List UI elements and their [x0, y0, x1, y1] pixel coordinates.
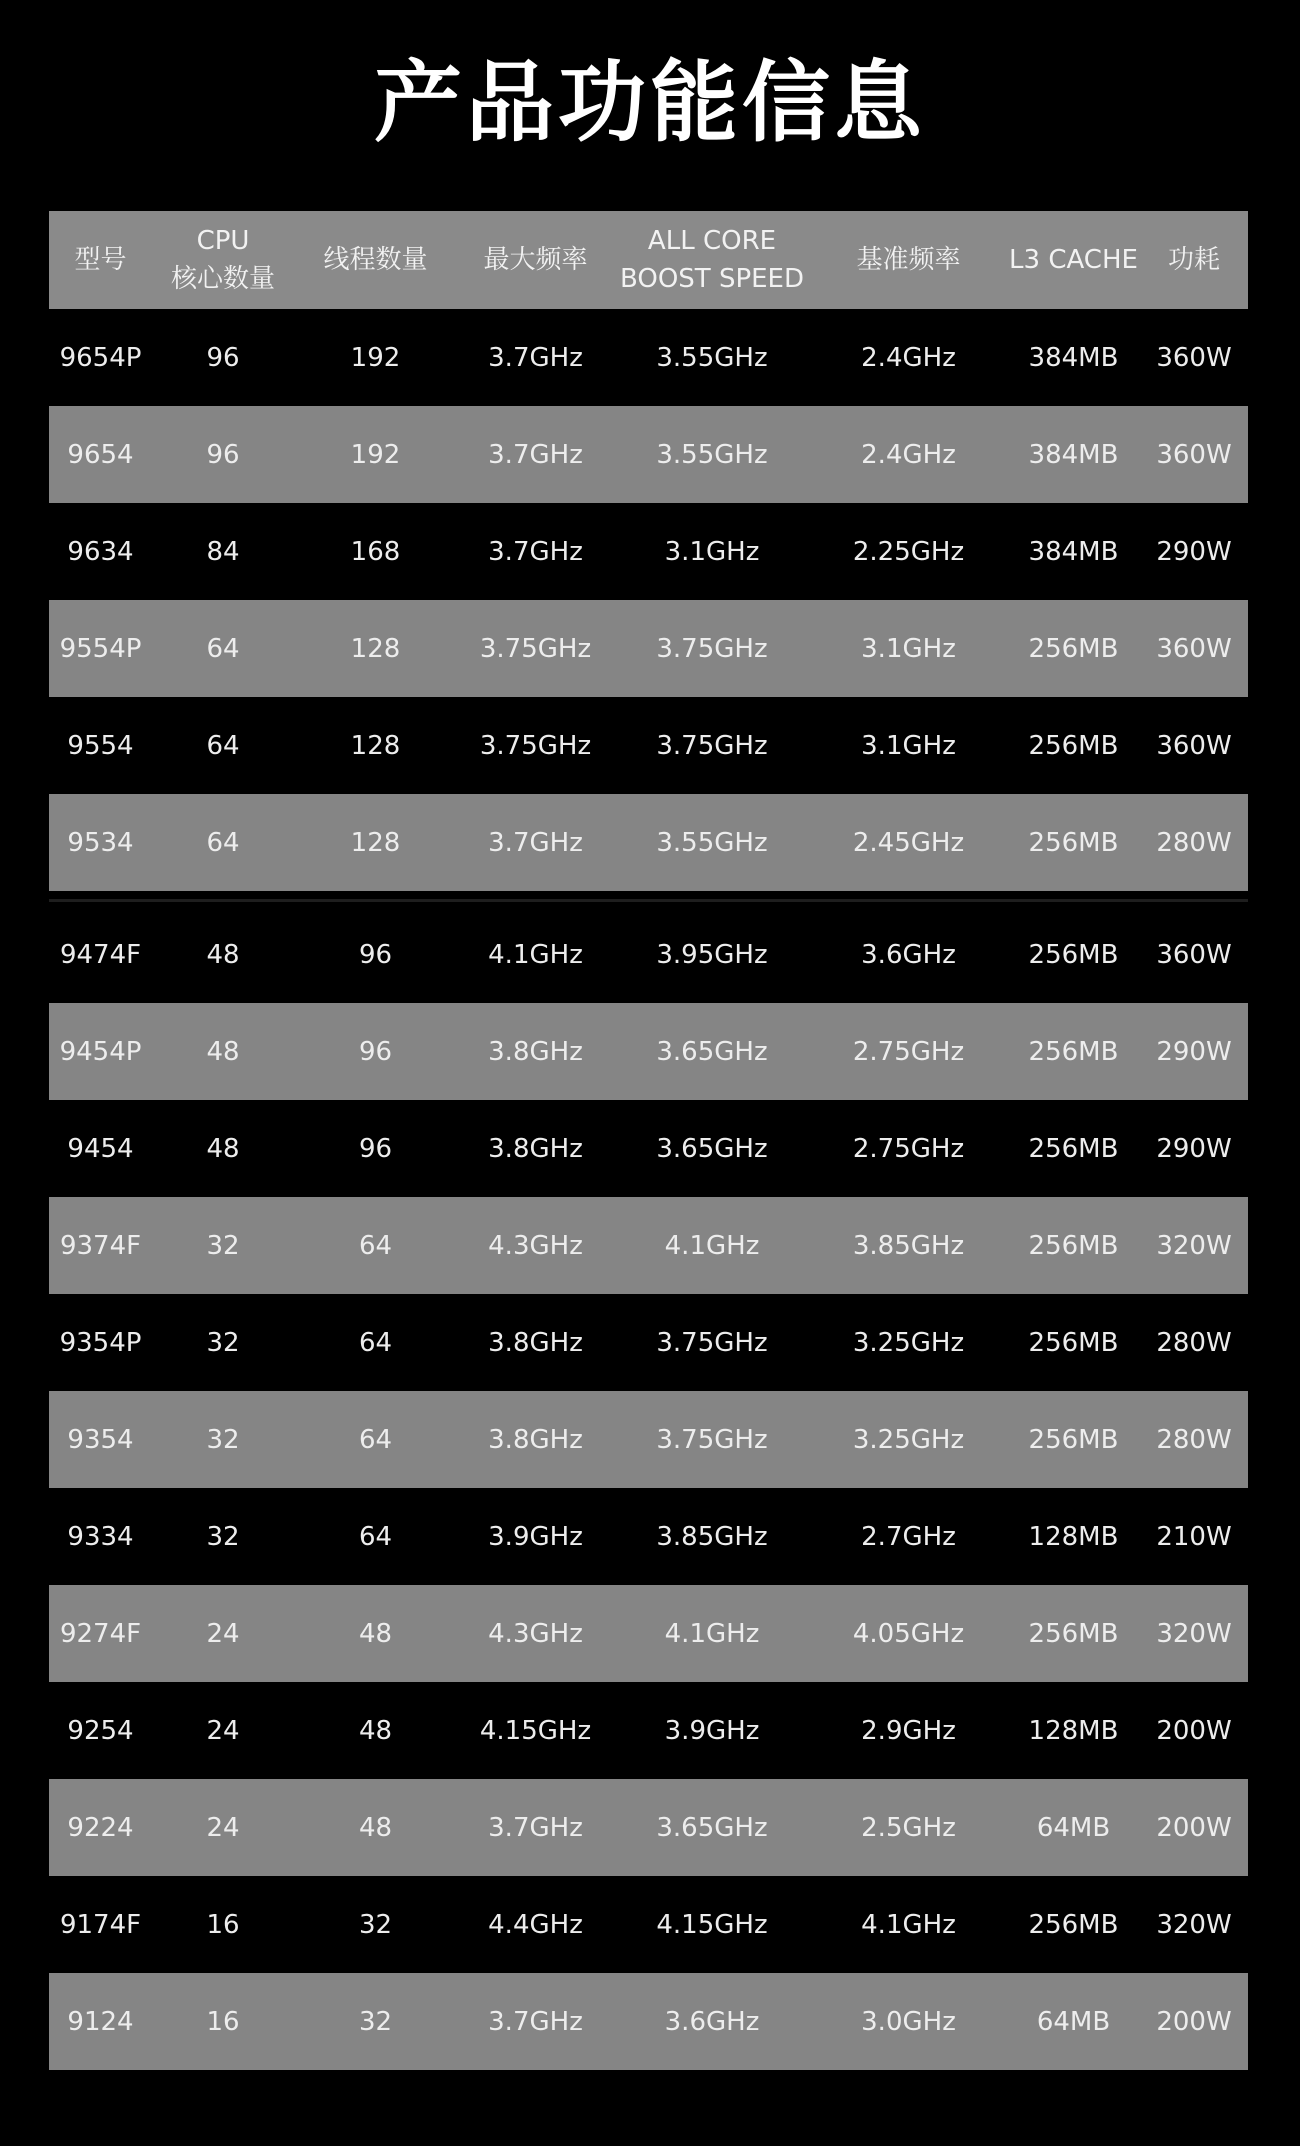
group-divider — [49, 899, 1248, 902]
table-cell-model: 9254 — [67, 1715, 134, 1746]
table-cell-model: 9454P — [59, 1036, 142, 1067]
table-cell-threads: 32 — [358, 2006, 393, 2037]
table-row — [49, 1003, 1248, 1100]
table-cell-max-frequency: 3.7GHz — [488, 2006, 583, 2037]
table-row — [49, 1876, 1248, 1973]
table-cell-cpu-cores: 32 — [206, 1424, 240, 1455]
table-row — [49, 1100, 1248, 1197]
table-cell-base-frequency: 2.45GHz — [852, 827, 965, 858]
table-cell-model: 9334 — [67, 1521, 134, 1552]
table-cell-model: 9374F — [59, 1230, 142, 1261]
column-header-base-frequency: 基准频率 — [856, 245, 961, 275]
table-cell-all-core-boost-speed: 3.75GHz — [656, 1327, 768, 1358]
table-row — [49, 1488, 1248, 1585]
table-cell-cpu-cores: 24 — [206, 1618, 240, 1649]
table-cell-base-frequency: 3.1GHz — [861, 730, 956, 761]
table-cell-cpu-cores: 16 — [206, 1909, 240, 1940]
table-cell-all-core-boost-speed: 4.1GHz — [664, 1230, 760, 1261]
table-cell-all-core-boost-speed: 3.1GHz — [664, 536, 760, 567]
table-cell-base-frequency: 2.4GHz — [861, 342, 956, 373]
table-row — [49, 406, 1248, 503]
table-cell-base-frequency: 2.75GHz — [852, 1036, 965, 1067]
table-cell-l3-cache: 256MB — [1028, 1327, 1119, 1358]
table-cell-threads: 48 — [358, 1618, 393, 1649]
table-cell-l3-cache: 64MB — [1036, 1812, 1111, 1843]
table-cell-l3-cache: 384MB — [1028, 439, 1119, 470]
table-cell-l3-cache: 256MB — [1028, 1230, 1119, 1261]
table-cell-threads: 96 — [358, 1133, 393, 1164]
table-cell-all-core-boost-speed: 3.65GHz — [656, 1812, 768, 1843]
table-cell-cpu-cores: 32 — [206, 1230, 240, 1261]
table-cell-l3-cache: 128MB — [1028, 1521, 1119, 1552]
table-cell-cpu-cores: 84 — [206, 536, 240, 567]
table-cell-cpu-cores: 64 — [206, 827, 240, 858]
table-cell-model: 9224 — [67, 1812, 134, 1843]
table-cell-model: 9554 — [67, 730, 134, 761]
table-cell-base-frequency: 4.1GHz — [861, 1909, 956, 1940]
table-cell-base-frequency: 3.0GHz — [861, 2006, 956, 2037]
table-cell-power: 360W — [1156, 730, 1232, 761]
table-cell-threads: 64 — [358, 1424, 393, 1455]
table-cell-max-frequency: 3.8GHz — [488, 1133, 583, 1164]
table-cell-model: 9174F — [59, 1909, 142, 1940]
table-cell-all-core-boost-speed: 4.15GHz — [656, 1909, 768, 1940]
column-header-all-core-boost-speed: ALL CORE BOOST SPEED — [619, 226, 805, 294]
table-cell-max-frequency: 3.7GHz — [488, 439, 583, 470]
table-cell-l3-cache: 256MB — [1028, 1909, 1119, 1940]
table-cell-model: 9354P — [59, 1327, 142, 1358]
column-header-model: 型号 — [74, 245, 127, 275]
table-cell-all-core-boost-speed: 3.55GHz — [656, 439, 768, 470]
table-cell-model: 9354 — [67, 1424, 134, 1455]
table-cell-power: 200W — [1156, 2006, 1232, 2037]
table-cell-cpu-cores: 64 — [206, 633, 240, 664]
table-cell-max-frequency: 4.1GHz — [488, 939, 583, 970]
table-cell-all-core-boost-speed: 3.85GHz — [656, 1521, 768, 1552]
table-cell-threads: 96 — [358, 939, 393, 970]
table-cell-l3-cache: 256MB — [1028, 1036, 1119, 1067]
table-cell-base-frequency: 2.9GHz — [861, 1715, 956, 1746]
table-cell-power: 320W — [1156, 1909, 1232, 1940]
table-cell-l3-cache: 256MB — [1028, 1133, 1119, 1164]
table-cell-threads: 64 — [358, 1521, 393, 1552]
table-cell-power: 320W — [1156, 1230, 1232, 1261]
table-cell-cpu-cores: 48 — [206, 1133, 240, 1164]
table-cell-threads: 48 — [358, 1715, 393, 1746]
table-cell-threads: 64 — [358, 1327, 393, 1358]
table-cell-max-frequency: 3.8GHz — [488, 1327, 583, 1358]
table-cell-max-frequency: 3.7GHz — [488, 1812, 583, 1843]
table-cell-power: 290W — [1156, 1133, 1232, 1164]
table-cell-all-core-boost-speed: 4.1GHz — [664, 1618, 760, 1649]
table-cell-base-frequency: 3.1GHz — [861, 633, 956, 664]
table-cell-all-core-boost-speed: 3.55GHz — [656, 827, 768, 858]
table-cell-model: 9474F — [59, 939, 142, 970]
table-cell-max-frequency: 4.15GHz — [479, 1715, 592, 1746]
table-cell-l3-cache: 256MB — [1028, 633, 1119, 664]
table-cell-base-frequency: 2.25GHz — [852, 536, 965, 567]
table-cell-model: 9654P — [59, 342, 142, 373]
table-row — [49, 697, 1248, 794]
table-cell-cpu-cores: 48 — [206, 1036, 240, 1067]
table-row — [49, 309, 1248, 406]
table-cell-cpu-cores: 24 — [206, 1812, 240, 1843]
table-cell-max-frequency: 3.7GHz — [488, 342, 583, 373]
table-row — [49, 1294, 1248, 1391]
table-cell-cpu-cores: 96 — [206, 342, 240, 373]
table-cell-power: 200W — [1156, 1715, 1232, 1746]
table-cell-power: 200W — [1156, 1812, 1232, 1843]
table-cell-all-core-boost-speed: 3.9GHz — [664, 1715, 760, 1746]
table-cell-all-core-boost-speed: 3.65GHz — [656, 1036, 768, 1067]
table-cell-max-frequency: 3.75GHz — [479, 633, 592, 664]
table-cell-all-core-boost-speed: 3.55GHz — [656, 342, 768, 373]
table-cell-base-frequency: 3.25GHz — [852, 1424, 965, 1455]
table-row — [49, 1779, 1248, 1876]
spec-table — [49, 211, 1248, 2070]
table-cell-power: 360W — [1156, 342, 1232, 373]
table-cell-base-frequency: 3.25GHz — [852, 1327, 965, 1358]
table-cell-power: 360W — [1156, 939, 1232, 970]
table-cell-cpu-cores: 16 — [206, 2006, 240, 2037]
table-cell-power: 280W — [1156, 827, 1232, 858]
table-cell-all-core-boost-speed: 3.75GHz — [656, 1424, 768, 1455]
table-cell-base-frequency: 4.05GHz — [852, 1618, 965, 1649]
table-cell-cpu-cores: 64 — [206, 730, 240, 761]
table-cell-power: 360W — [1156, 439, 1232, 470]
column-header-threads: 线程数量 — [323, 245, 428, 275]
table-cell-power: 290W — [1156, 536, 1232, 567]
table-cell-power: 280W — [1156, 1327, 1232, 1358]
table-cell-l3-cache: 128MB — [1028, 1715, 1119, 1746]
table-row — [49, 1973, 1248, 2070]
table-cell-model: 9274F — [59, 1618, 142, 1649]
table-cell-all-core-boost-speed: 3.95GHz — [656, 939, 768, 970]
table-cell-cpu-cores: 48 — [206, 939, 240, 970]
column-header-max-frequency: 最大频率 — [483, 245, 588, 275]
table-cell-all-core-boost-speed: 3.65GHz — [656, 1133, 768, 1164]
table-cell-all-core-boost-speed: 3.75GHz — [656, 730, 768, 761]
page-title: 产品功能信息 — [373, 51, 926, 154]
table-cell-cpu-cores: 24 — [206, 1715, 240, 1746]
table-cell-threads: 128 — [350, 633, 401, 664]
table-cell-power: 210W — [1156, 1521, 1232, 1552]
column-header-cpu-cores: CPU 核心数量 — [170, 226, 275, 294]
table-row — [49, 1197, 1248, 1294]
table-row — [49, 1391, 1248, 1488]
table-cell-base-frequency: 2.5GHz — [861, 1812, 956, 1843]
column-header-power: 功耗 — [1167, 245, 1220, 275]
table-cell-model: 9654 — [67, 439, 134, 470]
column-header-l3-cache: L3 CACHE — [1009, 245, 1138, 275]
table-cell-max-frequency: 4.3GHz — [488, 1618, 583, 1649]
table-cell-max-frequency: 3.7GHz — [488, 536, 583, 567]
table-cell-threads: 192 — [350, 342, 401, 373]
table-header-row — [49, 211, 1248, 309]
table-cell-threads: 128 — [350, 827, 401, 858]
table-cell-base-frequency: 3.6GHz — [861, 939, 956, 970]
table-cell-base-frequency: 3.85GHz — [852, 1230, 965, 1261]
table-cell-model: 9534 — [67, 827, 134, 858]
table-cell-cpu-cores: 96 — [206, 439, 240, 470]
table-cell-max-frequency: 3.8GHz — [488, 1036, 583, 1067]
table-row — [49, 794, 1248, 891]
table-cell-power: 360W — [1156, 633, 1232, 664]
table-row — [49, 600, 1248, 697]
table-row — [49, 906, 1248, 1003]
table-cell-threads: 192 — [350, 439, 401, 470]
table-cell-threads: 168 — [350, 536, 401, 567]
table-cell-cpu-cores: 32 — [206, 1327, 240, 1358]
table-row — [49, 1585, 1248, 1682]
table-cell-model: 9554P — [59, 633, 142, 664]
table-cell-threads: 128 — [350, 730, 401, 761]
table-row — [49, 503, 1248, 600]
table-cell-max-frequency: 4.4GHz — [488, 1909, 583, 1940]
table-cell-max-frequency: 3.9GHz — [488, 1521, 583, 1552]
table-row — [49, 1682, 1248, 1779]
table-cell-l3-cache: 384MB — [1028, 342, 1119, 373]
table-cell-l3-cache: 384MB — [1028, 536, 1119, 567]
table-cell-max-frequency: 3.7GHz — [488, 827, 583, 858]
table-cell-max-frequency: 3.8GHz — [488, 1424, 583, 1455]
table-cell-all-core-boost-speed: 3.75GHz — [656, 633, 768, 664]
table-cell-l3-cache: 256MB — [1028, 939, 1119, 970]
table-cell-model: 9454 — [67, 1133, 134, 1164]
table-cell-threads: 48 — [358, 1812, 393, 1843]
table-cell-threads: 64 — [358, 1230, 393, 1261]
table-cell-l3-cache: 256MB — [1028, 1618, 1119, 1649]
table-cell-max-frequency: 3.75GHz — [479, 730, 592, 761]
table-cell-cpu-cores: 32 — [206, 1521, 240, 1552]
table-cell-base-frequency: 2.4GHz — [861, 439, 956, 470]
table-cell-l3-cache: 256MB — [1028, 1424, 1119, 1455]
table-cell-threads: 96 — [358, 1036, 393, 1067]
table-cell-power: 280W — [1156, 1424, 1232, 1455]
table-cell-model: 9124 — [67, 2006, 134, 2037]
table-cell-threads: 32 — [358, 1909, 393, 1940]
table-cell-base-frequency: 2.7GHz — [861, 1521, 956, 1552]
table-cell-l3-cache: 64MB — [1036, 2006, 1111, 2037]
table-cell-base-frequency: 2.75GHz — [852, 1133, 965, 1164]
table-cell-all-core-boost-speed: 3.6GHz — [664, 2006, 760, 2037]
table-cell-l3-cache: 256MB — [1028, 730, 1119, 761]
table-cell-model: 9634 — [67, 536, 134, 567]
table-cell-l3-cache: 256MB — [1028, 827, 1119, 858]
table-cell-power: 290W — [1156, 1036, 1232, 1067]
table-cell-max-frequency: 4.3GHz — [488, 1230, 583, 1261]
table-cell-power: 320W — [1156, 1618, 1232, 1649]
